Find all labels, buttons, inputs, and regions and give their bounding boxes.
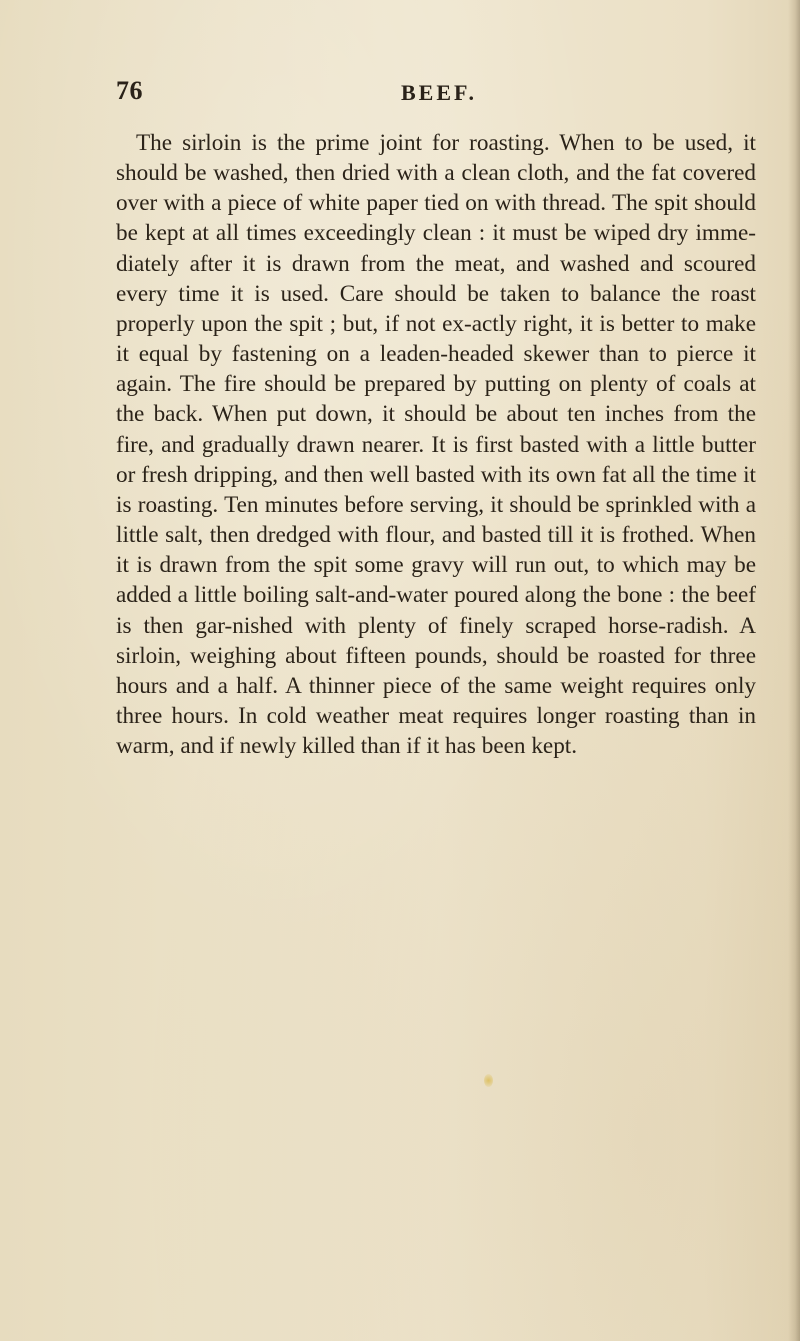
running-head: BEEF. (401, 80, 477, 105)
page-number: 76 (116, 76, 143, 105)
page-header (116, 76, 736, 110)
body-paragraph: The sirloin is the prime joint for roasting. When to be used, it should be washed, then dried with a clean cloth, and the fat covered over with a piece of white paper tied on with thread. The spit should be kept at all times exceedingly clean : it must be wiped dry imme-diately after it is drawn from the meat, and washed and scoured every time it is used. Care should be taken to balance the roast properly upon the spit ; but, if not ex-actly right, it is better to make it equal by fastening on a leaden-headed skewer than to pierce it again. The fire should be prepared by putting on plenty of coals at the back. When put down, it should be about ten inches from the fire, and gradually drawn nearer. It is first basted with a little butter or fresh dripping, and then well basted with its own fat all the time it is roasting. Ten minutes before serving, it should be sprinkled with a little salt, then dredged with flour, and basted till it is frothed. When it is drawn from the spit some gravy will run out, to which may be added a little boiling salt-and-water poured along the bone : the beef is then gar-nished with plenty of finely scraped horse-radish. A sirloin, weighing about fifteen pounds, should be roasted for three hours and a half. A thinner piece of the same weight requires only three hours. In cold weather meat requires longer roasting than in warm, and if newly killed than if it has been kept. (116, 130, 756, 760)
paper-stain (484, 1074, 493, 1087)
page-edge-shadow (788, 0, 800, 1341)
